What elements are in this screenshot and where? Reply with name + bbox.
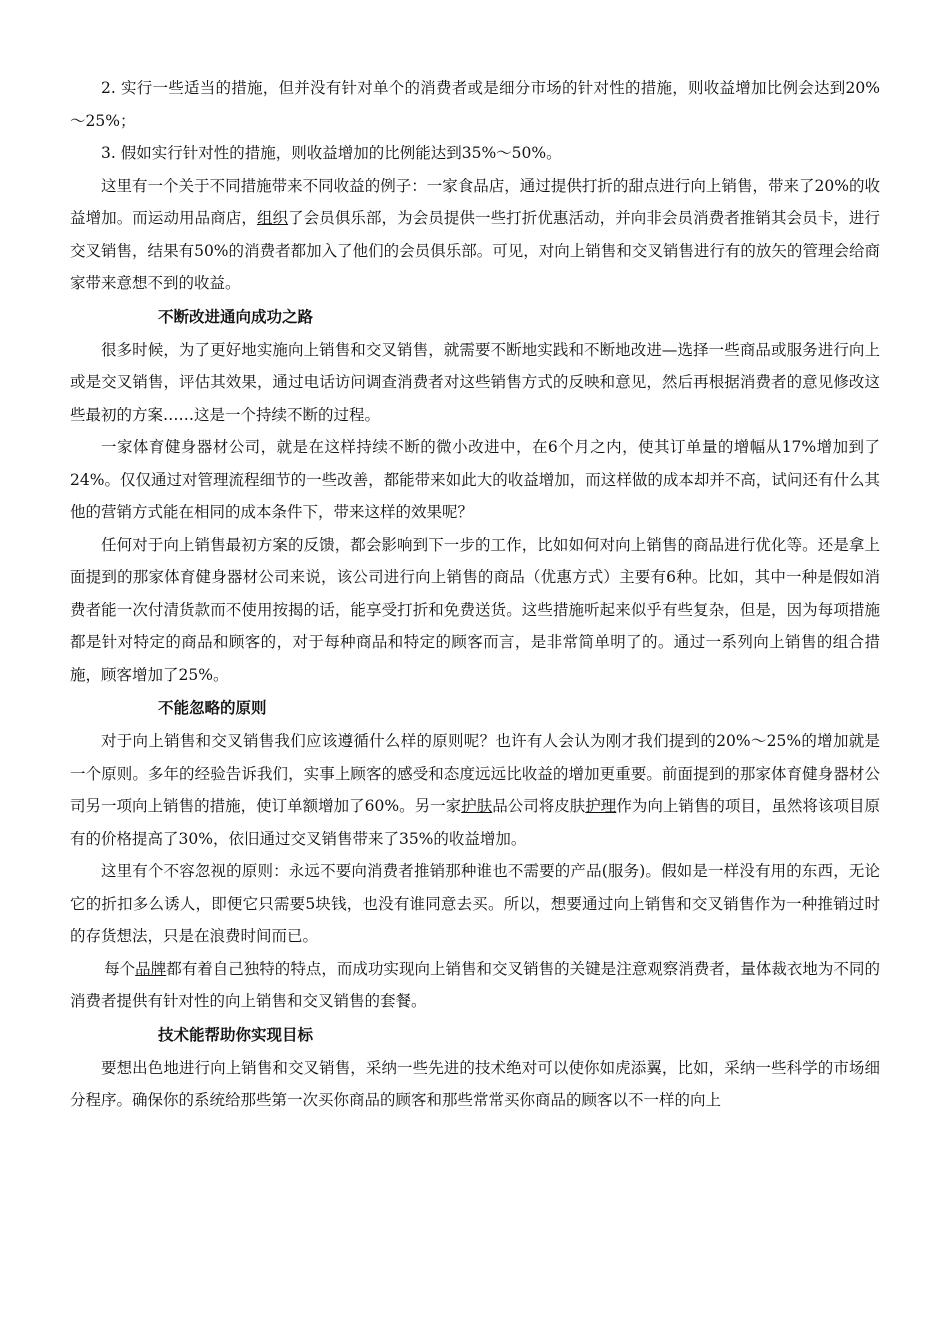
paragraph-principle-rule: 这里有个不容忽视的原则：永远不要向消费者推销那种谁也不需要的产品(服务)。假如是一样没有用的东西，无论它的折扣多么诱人，即便它只需要5块钱，也没有谁同意去买。所以，想要通过向上销售和交叉销售作为一种推销过时的存货想法，只是在浪费时间而已。 xyxy=(70,862,880,945)
paragraph-principles xyxy=(70,725,880,855)
text-segment: 作为向上销售的项目，虽然将该项目原有的价格提高了30%，依旧通过交叉销售带来了35%的收益增加。 xyxy=(70,797,880,848)
section-heading-principles: 不能忽略的原则 xyxy=(158,699,267,717)
paragraph-brand xyxy=(70,953,880,1018)
link-care[interactable]: 护理 xyxy=(585,797,617,815)
paragraph-feedback: 任何对于向上销售最初方案的反馈，都会影响到下一步的工作，比如如何对向上销售的商品进行优化等。还是拿上面提到的那家体育健身器材公司来说，该公司进行向上销售的商品（优惠方式）主要有6种。比如，其中一种是假如消费者能一次付清货款而不使用按揭的话，能享受打折和免费送货。这些措施听起来似乎有些复杂，但是，因为每项措施都是针对特定的商品和顾客的，对于每种商品和特定的顾客而言，是非常简单明了的。通过一系列向上销售的组合措施，顾客增加了25%。 xyxy=(70,535,880,684)
paragraph-fitness-company: 一家体育健身器材公司，就是在这样持续不断的微小改进中，在6个月之内，使其订单量的增幅从17%增加到了24%。仅仅通过对管理流程细节的一些改善，都能带来如此大的收益增加，而这样做的成本却并不高，试问还有什么其他的营销方式能在相同的成本条件下，带来这样的效果呢？ xyxy=(70,438,880,521)
text-segment: 这里有一个关于不同措施带来不同收益的例子：一家食品店，通过提供打折的甜点进行向上销售，带来了20%的收益增加。而运动用品商店， xyxy=(70,176,880,227)
text-segment: 每个 xyxy=(104,959,136,978)
section-heading-improvement: 不断改进通向成功之路 xyxy=(158,307,314,326)
paragraph-measure-3: 3. 假如实行针对性的措施，则收益增加的比例能达到35%～50%。 xyxy=(101,144,562,162)
text-segment: 了会员俱乐部，为会员提供一些打折优惠活动，并向非会员消费者推销其会员卡，进行交叉销售，结果有50%的消费者都加入了他们的会员俱乐部。可见，对向上销售和交叉销售进行有的放矢的管理会给商家带来意想不到的收益。 xyxy=(70,209,880,292)
link-skincare[interactable]: 护肤 xyxy=(461,797,493,815)
link-organize[interactable]: 组织 xyxy=(256,209,289,227)
paragraph-technology: 要想出色地进行向上销售和交叉销售，采纳一些先进的技术绝对可以使你如虎添翼，比如，采纳一些科学的市场细分程序。确保你的系统给那些第一次买你商品的顾客和那些常常买你商品的顾客以不一样的向上 xyxy=(70,1058,880,1109)
link-brand[interactable]: 品牌 xyxy=(135,959,167,978)
text-segment: 品公司将皮肤 xyxy=(492,797,586,815)
section-heading-technology: 技术能帮助你实现目标 xyxy=(158,1025,314,1044)
text-segment: 都有着自己独特的特点，而成功实现向上销售和交叉销售的关键是注意观察消费者，量体裁衣地为不同的消费者提供有针对性的向上销售和交叉销售的套餐。 xyxy=(70,959,880,1010)
paragraph-example xyxy=(70,170,880,300)
paragraph-improvement: 很多时候，为了更好地实施向上销售和交叉销售，就需要不断地实践和不断地改进—选择一些商品或服务进行向上或是交叉销售，评估其效果，通过电话访问调查消费者对这些销售方式的反映和意见，然后再根据消费者的意见修改这些最初的方案……这是一个持续不断的过程。 xyxy=(70,340,880,424)
paragraph-measure-2: 2. 实行一些适当的措施，但并没有针对单个的消费者或是细分市场的针对性的措施，则收益增加比例会达到20%～25%； xyxy=(70,79,880,130)
text-segment: 对于向上销售和交叉销售我们应该遵循什么样的原则呢？也许有人会认为刚才我们提到的20%～25%的增加就是一个原则。多年的经验告诉我们，实事上顾客的感受和态度远远比收益的增加更重要。前面提到的那家体育健身器材公司另一项向上销售的措施，使订单额增加了60%。另一家 xyxy=(70,732,880,815)
document-page xyxy=(70,72,880,1117)
